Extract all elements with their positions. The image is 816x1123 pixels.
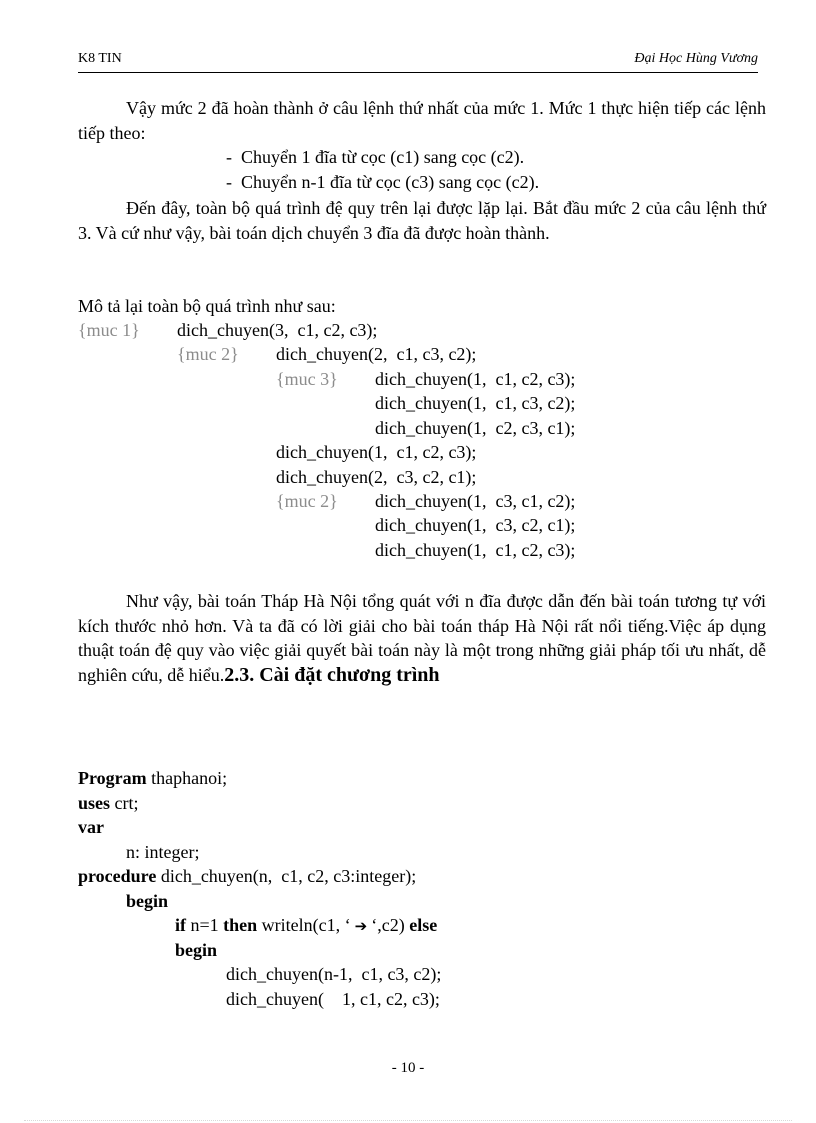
step-2-text: Chuyển n-1 đĩa từ cọc (c3) sang cọc (c2).	[241, 172, 540, 192]
trace-call: dich_chuyen(1, c3, c1, c2);	[375, 491, 576, 511]
code-text: crt;	[110, 793, 139, 813]
code-keyword: if	[175, 915, 186, 935]
code-line-program	[78, 766, 227, 790]
code-keyword: begin	[175, 940, 218, 960]
code-keyword: begin	[126, 891, 169, 911]
code-keyword: uses	[78, 793, 111, 813]
trace-call: dich_chuyen(1, c1, c3, c2);	[375, 393, 576, 413]
paragraph-2-text: Đến đây, toàn bộ quá trình đệ quy trên lại được lặp lại. Bắt đầu mức 2 của câu lệnh thứ 3. Và cứ như vậy, bài toán dịch chuyển 3 đĩa đã được hoàn thành.	[78, 198, 766, 243]
code-keyword: else	[409, 915, 438, 935]
code-text: thaphanoi;	[146, 768, 228, 788]
code-line-body-2: dich_chuyen( 1, c1, c2, c3);	[226, 989, 440, 1009]
code-line-var	[78, 815, 104, 839]
step-dash: -	[226, 147, 232, 167]
trace-call: dich_chuyen(1, c1, c2, c3);	[375, 369, 576, 389]
right-arrow-icon: ➔	[354, 917, 368, 935]
code-text: dich_chuyen(n, c1, c2, c3:integer);	[156, 866, 417, 886]
code-line-procedure	[78, 864, 416, 888]
code-text: n=1	[186, 915, 224, 935]
page-bottom-edge	[24, 1120, 792, 1121]
header-right: Đại Học Hùng Vương	[634, 51, 758, 66]
code-line-body-1: dich_chuyen(n-1, c1, c3, c2);	[226, 964, 442, 984]
code-text: ‘,c2)	[371, 915, 410, 935]
section-heading: 2.3. Cài đặt chương trình	[224, 663, 440, 686]
header-left: K8 TIN	[78, 51, 122, 66]
trace-tag-level-3: {muc 3}	[276, 369, 338, 389]
trace-title: Mô tả lại toàn bộ quá trình như sau:	[78, 296, 336, 316]
trace-call: dich_chuyen(1, c3, c2, c1);	[375, 515, 576, 535]
paragraph-3-text: Như vậy, bài toán Tháp Hà Nội tổng quát với n đĩa được dẫn đến bài toán tương tự với kích thước nhỏ hơn. Và ta đã có lời giải cho bài toán tháp Hà Nội rất nổi tiếng.Việc áp dụng thuật toán đệ quy vào việc giải quyết bài toán này là một trong những giải pháp tối ưu nhất, dễ nghiên cứu, dễ hiểu.	[78, 591, 766, 685]
trace-tag-level-1: {muc 1}	[78, 320, 140, 340]
step-2	[226, 170, 539, 195]
step-1-text: Chuyển 1 đĩa từ cọc (c1) sang cọc (c2).	[241, 147, 525, 167]
code-line-var-decl: n: integer;	[126, 842, 200, 862]
code-keyword: then	[223, 915, 258, 935]
step-dash: -	[226, 172, 232, 192]
trace-call: dich_chuyen(1, c2, c3, c1);	[375, 418, 576, 438]
trace-tag-level-2: {muc 2}	[177, 344, 239, 364]
trace-call: dich_chuyen(3, c1, c2, c3);	[177, 320, 378, 340]
code-line-begin	[126, 889, 168, 913]
trace-call: dich_chuyen(1, c1, c2, c3);	[276, 442, 477, 462]
step-1	[226, 145, 524, 170]
code-line-if	[175, 913, 437, 938]
trace-call: dich_chuyen(1, c1, c2, c3);	[375, 540, 576, 560]
code-keyword: var	[78, 817, 104, 837]
paragraph-3	[78, 589, 766, 687]
paragraph-2	[78, 196, 766, 245]
paragraph-1-text: Vậy mức 2 đã hoàn thành ở câu lệnh thứ nhất của mức 1. Mức 1 thực hiện tiếp các lệnh tiếp theo:	[78, 98, 766, 143]
code-keyword: procedure	[78, 866, 157, 886]
paragraph-1	[78, 96, 766, 145]
code-line-inner-begin	[175, 938, 217, 962]
code-line-uses	[78, 791, 139, 815]
trace-call: dich_chuyen(2, c3, c2, c1);	[276, 467, 477, 487]
header-rule	[78, 72, 758, 73]
code-keyword: Program	[78, 768, 147, 788]
trace-call: dich_chuyen(2, c1, c3, c2);	[276, 344, 477, 364]
code-text: writeln(c1, ‘	[257, 915, 351, 935]
page-number: - 10 -	[391, 1060, 425, 1076]
trace-tag-level-2b: {muc 2}	[276, 491, 338, 511]
